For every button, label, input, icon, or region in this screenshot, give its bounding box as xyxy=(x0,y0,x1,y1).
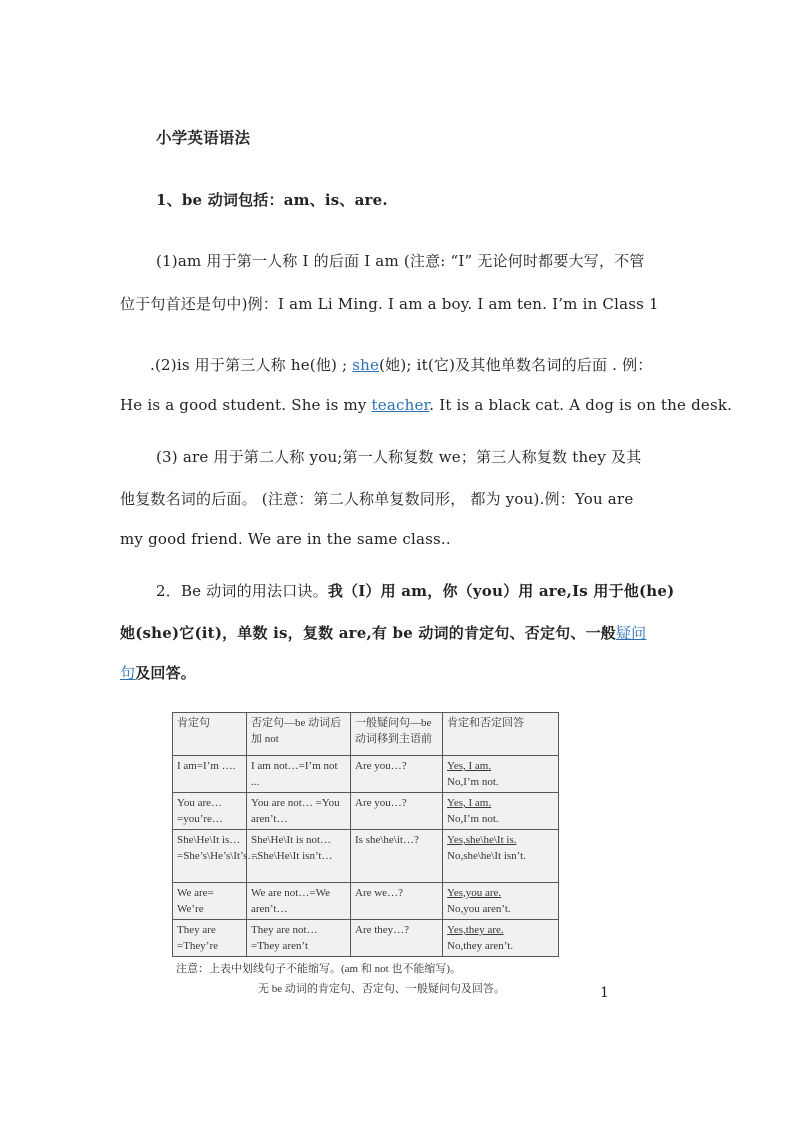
table-cell: Are they…? xyxy=(351,920,443,957)
answer-yes: Yes,they are. xyxy=(447,924,504,936)
table-cell: You are…=you’re… xyxy=(173,793,247,830)
table-answer-cell xyxy=(443,756,559,793)
table-answer-cell xyxy=(443,883,559,920)
section-2-line-2 xyxy=(120,622,646,643)
table-cell: She\He\It is…=She’s\He’s\It’s… xyxy=(173,830,247,883)
table-row xyxy=(173,793,559,830)
table-header-row xyxy=(173,713,559,756)
answer-yes: Yes,you are. xyxy=(447,887,502,899)
table-answer-cell xyxy=(443,793,559,830)
para-1-line-1: (1)am 用于第一人称 I 的后面 I am (注意: “I” 无论何时都要大写，不管 xyxy=(156,252,645,270)
para-2-line-1-suffix: (她); it(它)及其他单数名词的后面 . 例： xyxy=(379,356,653,374)
table-row xyxy=(173,756,559,793)
section-2-prefix: 2．Be 动词的用法口诀。 xyxy=(156,582,328,600)
table-answer-cell xyxy=(443,830,559,883)
para-2-line-1-prefix: .(2)is 用于第三人称 he(他) ; xyxy=(150,356,353,374)
answer-no: No,she\he\It isn’t. xyxy=(447,850,526,862)
answer-no: No,I’m not. xyxy=(447,813,499,825)
table-cell: Are we…? xyxy=(351,883,443,920)
section-2-line-2-text: 她(she)它(it)，单数 is，复数 are,有 be 动词的肯定句、否定句、一般 xyxy=(120,624,616,642)
answer-yes: Yes, I am. xyxy=(447,760,492,772)
section-1-heading: 1、be 动词包括：am、is、are. xyxy=(156,191,388,209)
table-cell: Is she\he\it…? xyxy=(351,830,443,883)
table-answer-cell xyxy=(443,920,559,957)
answer-no: No,I’m not. xyxy=(447,776,499,788)
table-row xyxy=(173,883,559,920)
answer-no: No,they aren’t. xyxy=(447,940,514,952)
table-header-cell: 否定句—be 动词后加 not xyxy=(247,713,351,756)
table-cell: They are not…=They aren’t xyxy=(247,920,351,957)
section-2-rhyme: 我（I）用 am，你（you）用 are,Is 用于他(he) xyxy=(327,582,675,600)
table-header-cell: 肯定句 xyxy=(173,713,247,756)
table-cell: We are not…=We aren’t… xyxy=(247,883,351,920)
teacher-link[interactable]: teacher xyxy=(371,396,430,414)
table-cell: She\He\It is not…=She\He\It isn’t… xyxy=(247,830,351,883)
page-title: 小学英语语法 xyxy=(156,128,251,147)
table-cell: We are= We’re xyxy=(173,883,247,920)
be-verb-table-image xyxy=(172,712,558,1002)
page-number: 1 xyxy=(600,985,610,1001)
para-3-line-3: my good friend. We are in the same class.. xyxy=(120,530,451,548)
table-row xyxy=(173,830,559,883)
table-cell: They are =They’re xyxy=(173,920,247,957)
table-header-cell: 肯定和否定回答 xyxy=(443,713,559,756)
section-2-line-3-suffix: 及回答。 xyxy=(135,664,197,682)
table-header-cell: 一般疑问句—be动词移到主语前 xyxy=(351,713,443,756)
para-3-line-2: 他复数名词的后面。 (注意：第二人称单复数同形， 都为 you).例：You are xyxy=(120,490,634,508)
table-cell: Are you…? xyxy=(351,793,443,830)
she-link[interactable]: she xyxy=(352,356,380,374)
answer-yes: Yes, I am. xyxy=(447,797,492,809)
section-2-line-3 xyxy=(120,662,196,683)
be-verb-table xyxy=(172,712,559,957)
table-cell: I am=I’m …. xyxy=(173,756,247,793)
para-3-line-1: (3) are 用于第二人称 you;第一人称复数 we；第三人称复数 they 及其 xyxy=(156,448,642,466)
answer-yes: Yes,she\he\It is. xyxy=(447,834,517,846)
para-2-line-2-prefix: He is a good student. She is my xyxy=(120,396,372,414)
table-cell: I am not…=I’m not ... xyxy=(247,756,351,793)
para-1-line-2: 位于句首还是句中)例：I am Li Ming. I am a boy. I am ten. I’m in Class 1 xyxy=(120,295,659,313)
para-2-line-2-suffix: . It is a black cat. A dog is on the desk. xyxy=(429,396,733,414)
section-2-line-1 xyxy=(156,580,674,601)
answer-no: No,you aren’t. xyxy=(447,903,511,915)
table-cell: You are not… =You aren’t… xyxy=(247,793,351,830)
table-row xyxy=(173,920,559,957)
table-cell: Are you…? xyxy=(351,756,443,793)
table-note: 注意：上表中划线句子不能缩写。(am 和 not 也不能缩写)。 xyxy=(176,963,462,975)
question-link-part-1[interactable]: 疑问 xyxy=(615,624,647,642)
para-2-line-1 xyxy=(150,354,653,375)
para-2-line-2 xyxy=(120,396,732,414)
table-caption: 无 be 动词的肯定句、否定句、一般疑问句及回答。 xyxy=(258,983,505,995)
question-link-part-2[interactable]: 句 xyxy=(120,664,136,682)
